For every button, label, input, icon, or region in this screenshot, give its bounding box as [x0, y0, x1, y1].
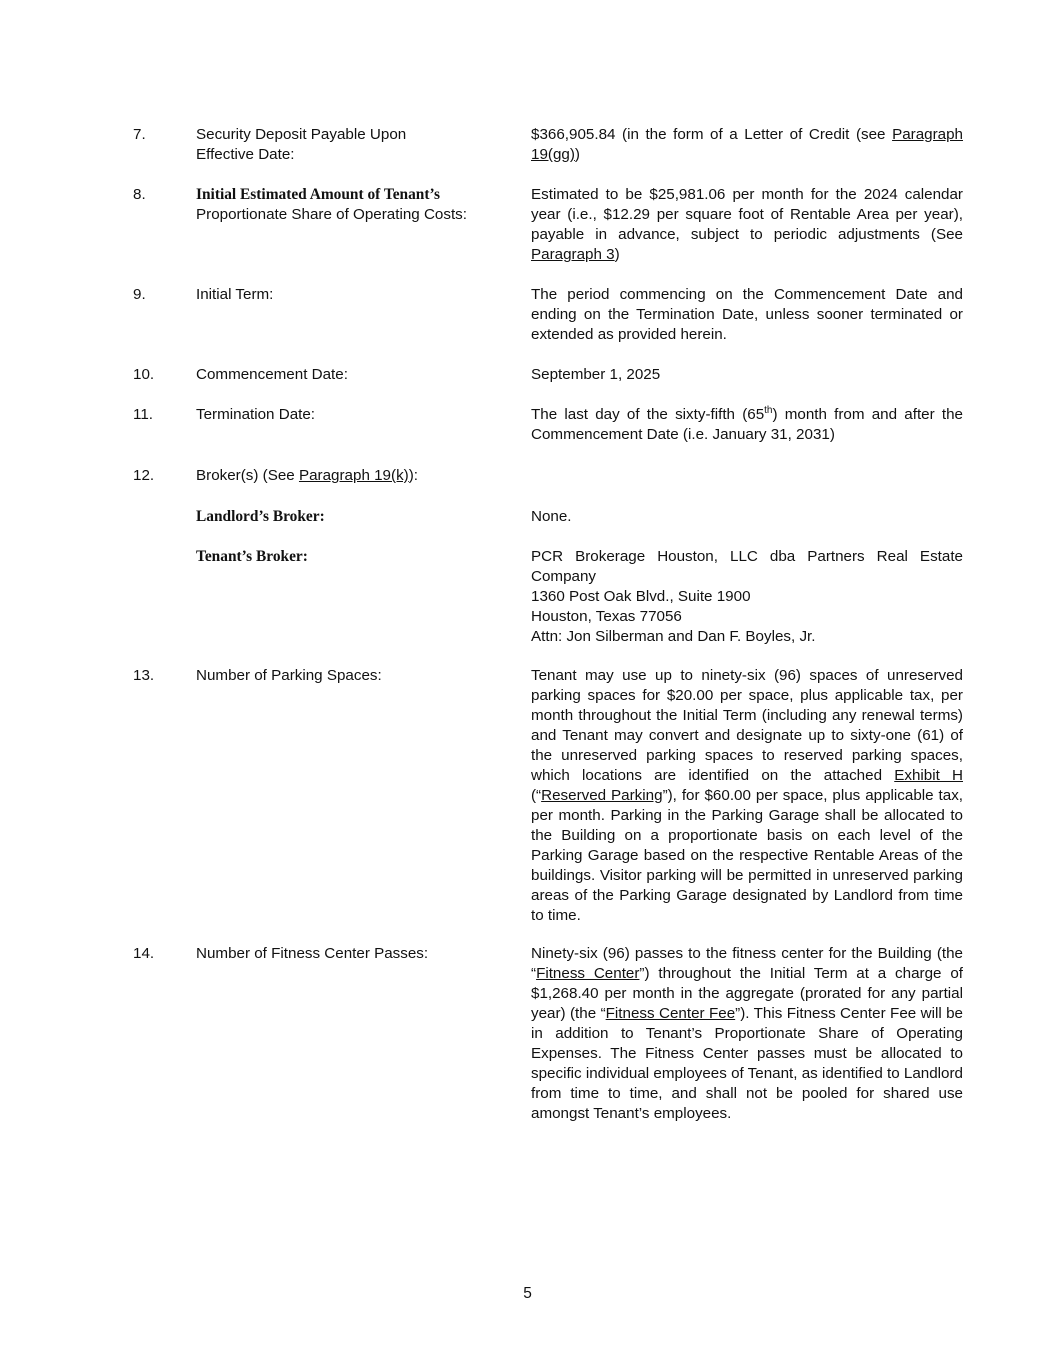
- item-value: September 1, 2025: [531, 366, 661, 383]
- item-label: Number of Fitness Center Passes:: [196, 945, 429, 962]
- item-value: The period commencing on the Commencement Date and ending on the Termination Date, unless sooner terminated or extended as provided herein.: [531, 286, 963, 343]
- item-number: 10.: [133, 366, 155, 383]
- item-label: Termination Date:: [196, 406, 316, 423]
- item-value: Ninety-six (96) passes to the fitness center for the Building (the “Fitness Center”) throughout the Initial Term at a charge of $1,268.40 per month in the aggregate (prorated for any partial year) (the “Fitness Center Fee”). This Fitness Center Fee will be in addition to Tenant’s Proportionate Share of Operating Expenses. The Fitness Center passes must be allocated to specific individual employees of Tenant, as identified to Landlord from time to time, and shall not be pooled for shared use amongst Tenant’s employees.: [531, 945, 963, 1122]
- item-label: Initial Estimated Amount of Tenant’s Proportionate Share of Operating Costs:: [196, 186, 467, 223]
- item-label: Landlord’s Broker:: [196, 508, 325, 525]
- paragraph-reference-link: Paragraph 3: [531, 246, 615, 263]
- item-value: The last day of the sixty-fifth (65th) month from and after the Commencement Date (i.e. January 31, 2031): [531, 404, 963, 443]
- item-number: 12.: [133, 467, 155, 484]
- item-label: Commencement Date:: [196, 366, 348, 383]
- exhibit-reference-link: Exhibit H: [894, 767, 963, 784]
- item-number: 9.: [133, 286, 146, 303]
- item-number: 13.: [133, 667, 155, 684]
- item-value: None.: [531, 508, 572, 525]
- page-number: 5: [523, 1285, 532, 1302]
- defined-term: Reserved Parking: [541, 787, 663, 804]
- item-number: 8.: [133, 186, 146, 203]
- item-value: Estimated to be $25,981.06 per month for the 2024 calendar year (i.e., $12.29 per square foot of Rentable Area per year), payable in advance, subject to periodic adjustments (See Paragraph 3): [531, 186, 963, 263]
- defined-term: Fitness Center: [536, 965, 640, 982]
- defined-term: Fitness Center Fee: [605, 1005, 736, 1022]
- item-label: Security Deposit Payable Upon Effective Date:: [196, 126, 407, 163]
- paragraph-reference-link: Paragraph 19(k): [298, 467, 409, 484]
- item-value: $366,905.84 (in the form of a Letter of Credit (see Paragraph 19(gg)): [531, 126, 963, 163]
- item-label: Tenant’s Broker:: [196, 548, 308, 565]
- item-value: Tenant may use up to ninety-six (96) spaces of unreserved parking spaces for $20.00 per space, plus applicable tax, per month throughout the Initial Term (including any renewal terms) and Tenant may convert and designate up to sixty-one (61) of the unreserved parking spaces to reserved parking spaces, which locations are identified on the attached Exhibit H (“Reserved Parking”), for $60.00 per space, plus applicable tax, per month. Parking in the Parking Garage shall be allocated to the Building on a proportionate basis on each level of the Parking Garage based on the respective Rentable Areas of the buildings. Visitor parking will be permitted in unreserved parking areas of the Parking Garage designated by Landlord from time to time.: [531, 667, 964, 924]
- paragraph-reference-link: Paragraph 19(gg): [531, 126, 963, 163]
- item-number: 7.: [133, 126, 146, 143]
- item-value: PCR Brokerage Houston, LLC dba Partners Real Estate Company 1360 Post Oak Blvd., Suite 1900 Houston, Texas 77056 Attn: Jon Silberman and Dan F. Boyles, Jr.: [531, 548, 963, 645]
- item-label: Number of Parking Spaces:: [196, 667, 382, 684]
- item-label: Broker(s) (See Paragraph 19(k)):: [196, 467, 418, 484]
- item-number: 14.: [133, 945, 155, 962]
- item-label: Initial Term:: [196, 286, 274, 303]
- item-number: 11.: [133, 406, 153, 423]
